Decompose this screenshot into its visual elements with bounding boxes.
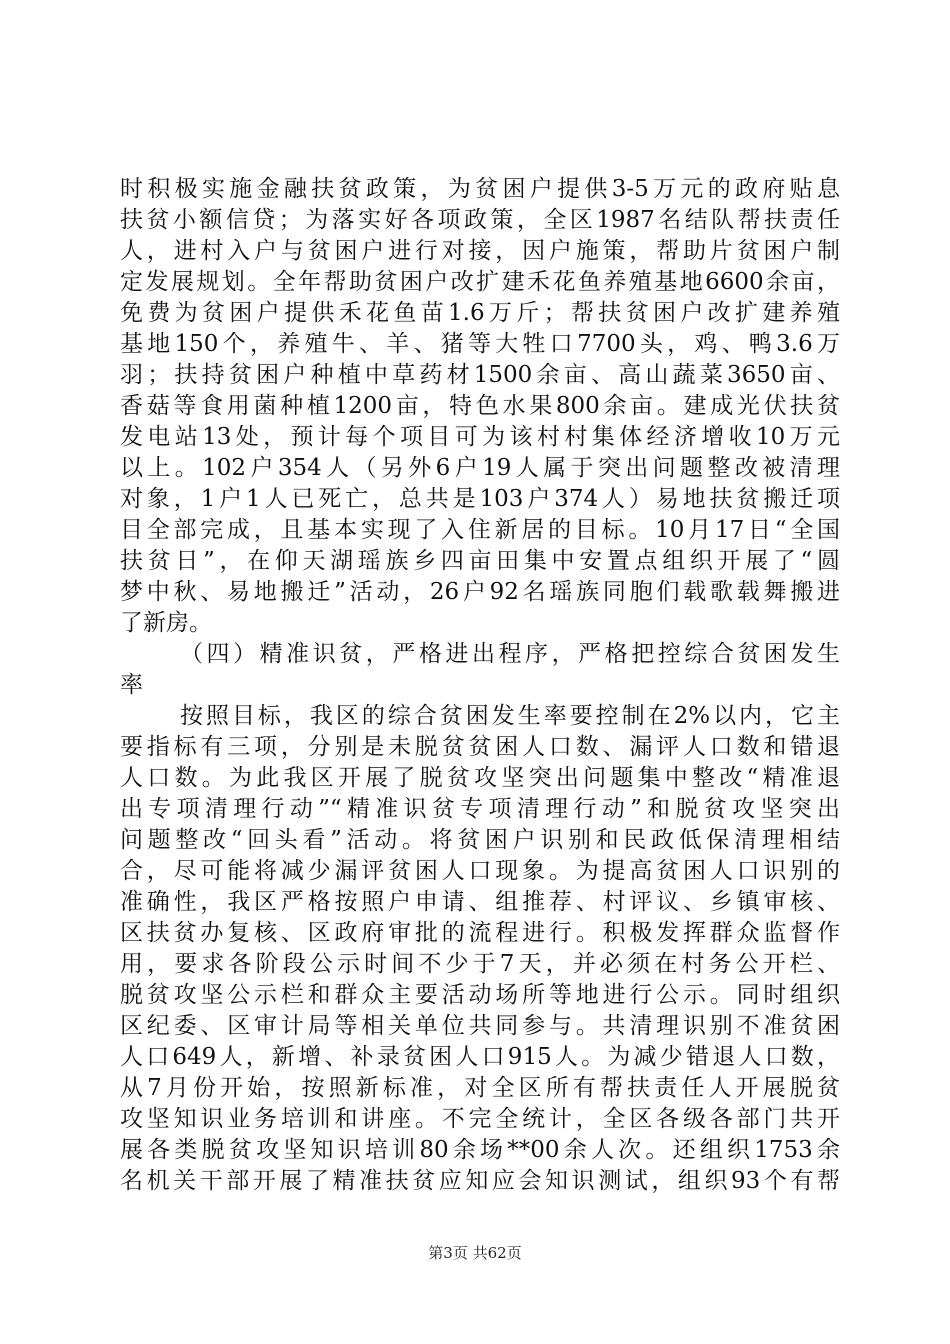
text-line: 发电站13处，预计每个项目可为该村村集体经济增收10万元 bbox=[120, 424, 840, 450]
text-line: 目全部完成，且基本实现了入住新居的目标。10月17日“全国 bbox=[120, 517, 840, 543]
text-line: 人口649人，新增、补录贫困人口915人。为减少错退人口数， bbox=[120, 1044, 840, 1070]
section-heading-4 bbox=[120, 639, 840, 701]
paragraph-financial-poverty-alleviation bbox=[120, 174, 840, 639]
text-line: 梦中秋、易地搬迁”活动，26户92名瑶族同胞们载歌载舞搬进 bbox=[120, 579, 840, 605]
heading-line: （四）精准识贫，严格进出程序，严格把控综合贫困发生 bbox=[180, 641, 840, 667]
text-line: 了新房。 bbox=[120, 610, 212, 636]
heading-line: 率 bbox=[120, 672, 143, 698]
page-footer bbox=[0, 1243, 950, 1263]
text-line: 问题整改“回头看”活动。将贫困户识别和民政低保清理相结 bbox=[120, 827, 840, 853]
text-line: 免费为贫困户提供禾花鱼苗1.6万斤；帮扶贫困户改扩建养殖 bbox=[120, 300, 840, 326]
text-line: 羽；扶持贫困户种植中草药材1500余亩、高山蔬菜3650亩、 bbox=[120, 362, 840, 388]
text-line: 扶贫小额信贷；为落实好各项政策，全区1987名结队帮扶责任 bbox=[120, 207, 840, 233]
text-line: 名机关干部开展了精准扶贫应知应会知识测试，组织93个有帮 bbox=[120, 1168, 840, 1194]
text-line: 准确性，我区严格按照户申请、组推荐、村评议、乡镇审核、 bbox=[120, 889, 840, 915]
text-line: 区扶贫办复核、区政府审批的流程进行。积极发挥群众监督作 bbox=[120, 920, 840, 946]
text-line: 用，要求各阶段公示时间不少于7天，并必须在村务公开栏、 bbox=[120, 951, 840, 977]
text-line: 按照目标，我区的综合贫困发生率要控制在2%以内，它主 bbox=[180, 703, 840, 729]
text-line: 合，尽可能将减少漏评贫困人口现象。为提高贫困人口识别的 bbox=[120, 858, 840, 884]
text-line: 人口数。为此我区开展了脱贫攻坚突出问题集中整改“精准退 bbox=[120, 765, 840, 791]
text-line: 从7月份开始，按照新标准，对全区所有帮扶责任人开展脱贫 bbox=[120, 1075, 840, 1101]
text-line: 基地150个，养殖牛、羊、猪等大牲口7700头，鸡、鸭3.6万 bbox=[120, 331, 840, 357]
text-line: 香菇等食用菌种植1200亩，特色水果800余亩。建成光伏扶贫 bbox=[120, 393, 840, 419]
text-line: 以上。102户354人（另外6户19人属于突出问题整改被清理 bbox=[120, 455, 840, 481]
text-line: 要指标有三项，分别是未脱贫贫困人口数、漏评人口数和错退 bbox=[120, 734, 840, 760]
text-line: 定发展规划。全年帮助贫困户改扩建禾花鱼养殖基地6600余亩， bbox=[120, 269, 840, 295]
text-line: 展各类脱贫攻坚知识培训80余场**00余人次。还组织1753余 bbox=[120, 1137, 840, 1163]
paragraph-precise-identification bbox=[120, 701, 840, 1197]
document-body bbox=[120, 174, 840, 1197]
text-line: 人，进村入户与贫困户进行对接，因户施策，帮助片贫困户制 bbox=[120, 238, 840, 264]
text-line: 对象，1户1人已死亡，总共是103户374人）易地扶贫搬迁项 bbox=[120, 486, 840, 512]
text-line: 出专项清理行动”“精准识贫专项清理行动”和脱贫攻坚突出 bbox=[120, 796, 840, 822]
text-line: 区纪委、区审计局等相关单位共同参与。共清理识别不准贫困 bbox=[120, 1013, 840, 1039]
page-number: 第3页 共62页 bbox=[428, 1244, 522, 1262]
text-line: 时积极实施金融扶贫政策，为贫困户提供3-5万元的政府贴息 bbox=[120, 176, 840, 202]
text-line: 攻坚知识业务培训和讲座。不完全统计，全区各级各部门共开 bbox=[120, 1106, 840, 1132]
text-line: 扶贫日”，在仰天湖瑶族乡四亩田集中安置点组织开展了“圆 bbox=[120, 548, 840, 574]
text-line: 脱贫攻坚公示栏和群众主要活动场所等地进行公示。同时组织 bbox=[120, 982, 840, 1008]
